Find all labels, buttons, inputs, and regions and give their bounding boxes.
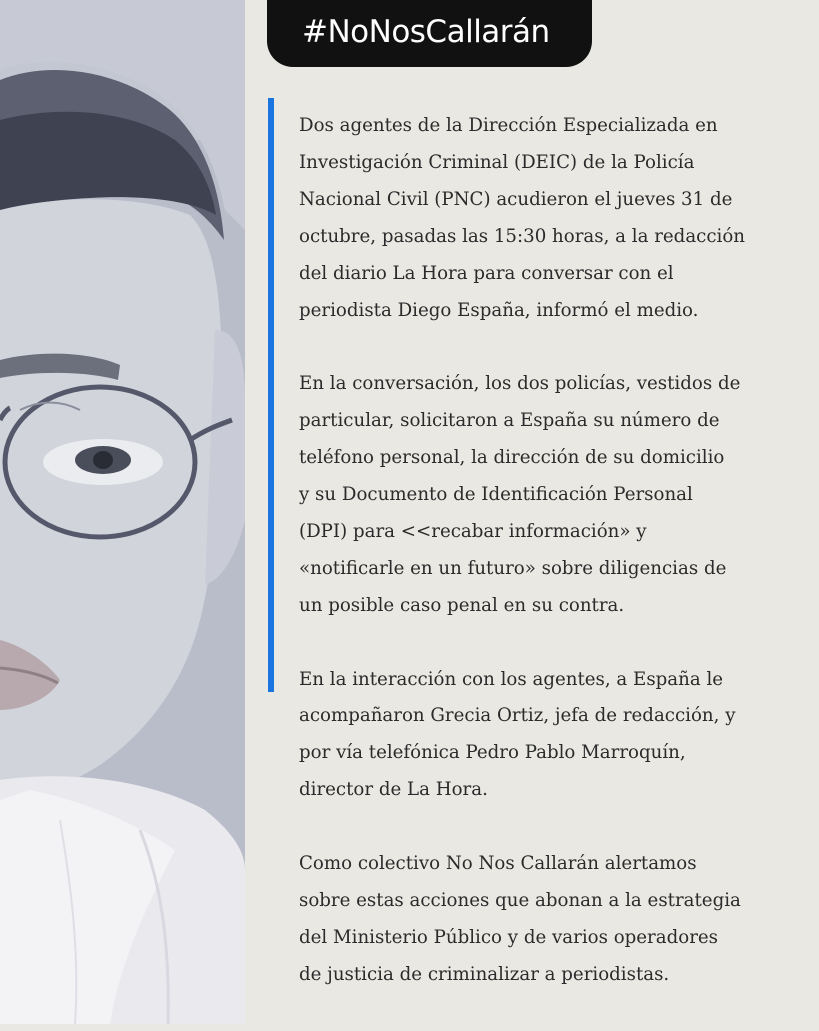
portrait-photo <box>0 0 245 1024</box>
article-body <box>299 108 803 1031</box>
article-paragraph: En la conversación, los dos policías, vestidos de particular, solicitaron a España su número de teléfono personal, la dirección de su domicilio y su Documento de Identificación Personal (DPI) para <<recabar información» y «notificarle en un futuro» sobre diligencias de un posible caso penal en su contra. <box>299 373 741 616</box>
accent-bar <box>268 98 274 692</box>
article-paragraph: En la interacción con los agentes, a España le acompañaron Grecia Ortiz, jefa de redacción, y por vía telefónica Pedro Pablo Marroquín, director de La Hora. <box>299 668 736 801</box>
hashtag-label: #NoNosCallarán <box>302 14 550 50</box>
article-paragraph: Como colectivo No Nos Callarán alertamos sobre estas acciones que abonan a la estrategia del Ministerio Público y de varios operadores de justicia de criminalizar a periodistas. <box>299 853 741 985</box>
article-paragraph: Dos agentes de la Dirección Especializada en Investigación Criminal (DEIC) de la Policía Nacional Civil (PNC) acudieron el jueves 31 de octubre, pasadas las 15:30 horas, a la redacción del diario La Hora para conversar con el periodista Diego España, informó el medio. <box>299 115 746 321</box>
hashtag-tab <box>267 0 592 67</box>
